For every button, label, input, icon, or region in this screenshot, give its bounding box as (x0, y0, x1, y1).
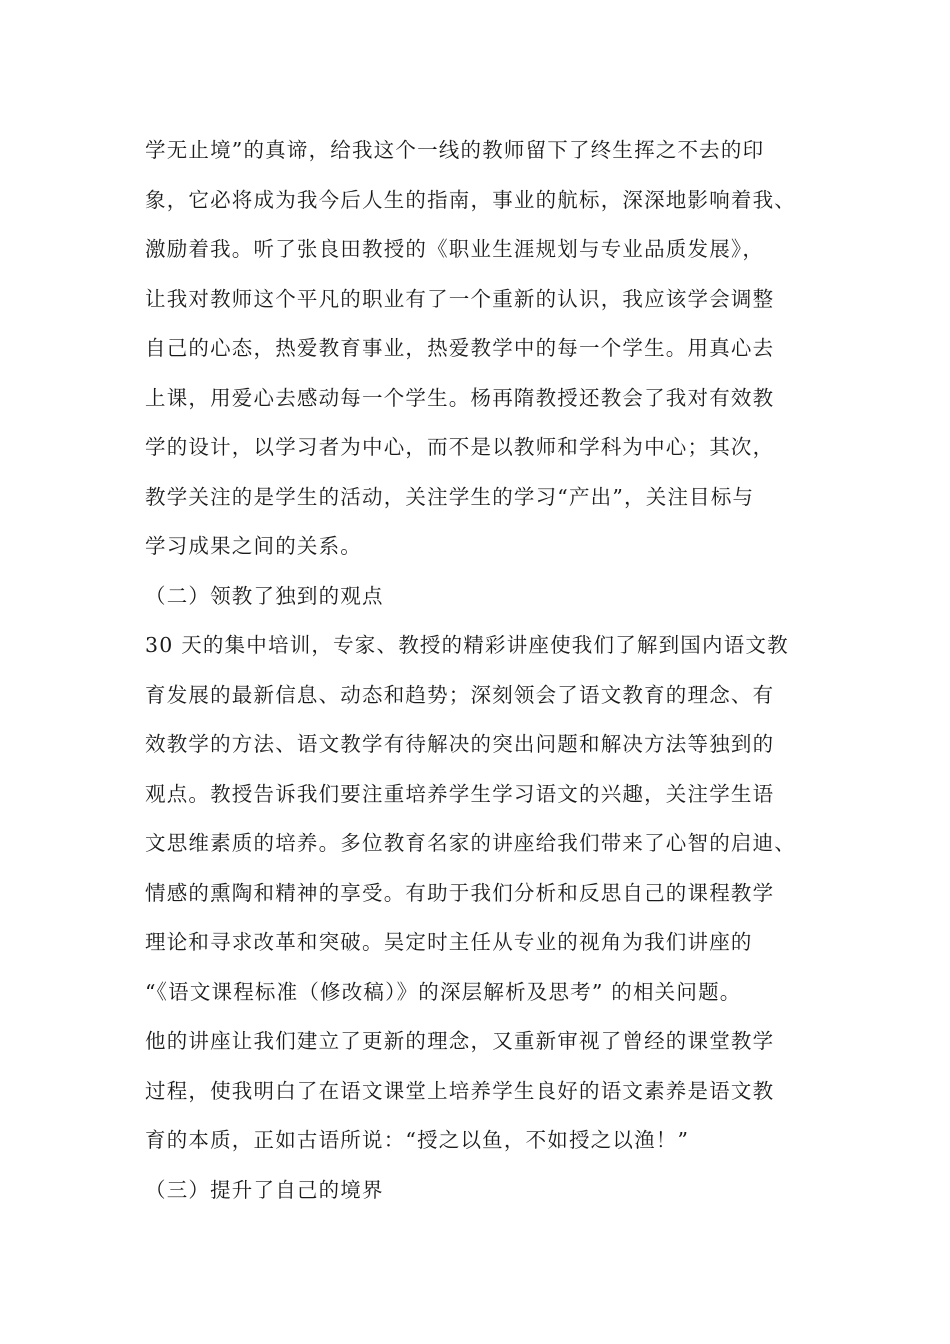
text-line: “《语文课程标准（修改稿）》的深层解析及思考” 的相关问题。 (145, 979, 742, 1004)
text-line: 自己的心态，热爱教育事业，热爱教学中的每一个学生。用真心去 (145, 336, 775, 360)
text-line: 育的本质，正如古语所说：“授之以鱼，不如授之以渔！” (145, 1128, 690, 1152)
text-line: 学的设计，以学习者为中心，而不是以教师和学科为中心；其次， (145, 435, 775, 459)
text-line: 理论和寻求改革和突破。吴定时主任从专业的视角为我们讲座的 (145, 930, 753, 954)
text-line: 过程，使我明白了在语文课堂上培养学生良好的语文素养是语文教 (145, 1078, 775, 1103)
text-line: 效教学的方法、语文教学有待解决的突出问题和解决方法等独到的 (145, 732, 775, 756)
text-line: 情感的熏陶和精神的享受。有助于我们分析和反思自己的课程教学 (145, 880, 775, 905)
body-text (145, 126, 825, 1215)
text-line: 30 天的集中培训，专家、教授的精彩讲座使我们了解到国内语文教 (145, 633, 789, 657)
text-line: 让我对教师这个平凡的职业有了一个重新的认识，我应该学会调整 (145, 286, 775, 311)
text-line: 学习成果之间的关系。 (145, 534, 362, 558)
text-line: 激励着我。听了张良田教授的《职业生涯规划与专业品质发展》， (145, 237, 765, 261)
text-line: 观点。教授告诉我们要注重培养学生学习语文的兴趣，关注学生语 (145, 781, 775, 806)
section-heading: （二）领教了独到的观点 (145, 583, 384, 608)
text-line: 他的讲座让我们建立了更新的理念，又重新审视了曾经的课堂教学 (145, 1029, 775, 1053)
section-heading: （三）提升了自己的境界 (145, 1177, 384, 1202)
text-line: 学无止境”的真谛，给我这个一线的教师留下了终生挥之不去的印 (145, 138, 765, 162)
text-line: 象，它必将成为我今后人生的指南，事业的航标，深深地影响着我、 (145, 187, 796, 212)
text-line: 育发展的最新信息、动态和趋势；深刻领会了语文教育的理念、有 (145, 682, 775, 707)
text-line: 文思维素质的培养。多位教育名家的讲座给我们带来了心智的启迪、 (145, 831, 796, 855)
text-line: 教学关注的是学生的活动，关注学生的学习“产出”，关注目标与 (145, 484, 755, 509)
text-line: 上课，用爱心去感动每一个学生。杨再隋教授还教会了我对有效教 (145, 385, 775, 410)
